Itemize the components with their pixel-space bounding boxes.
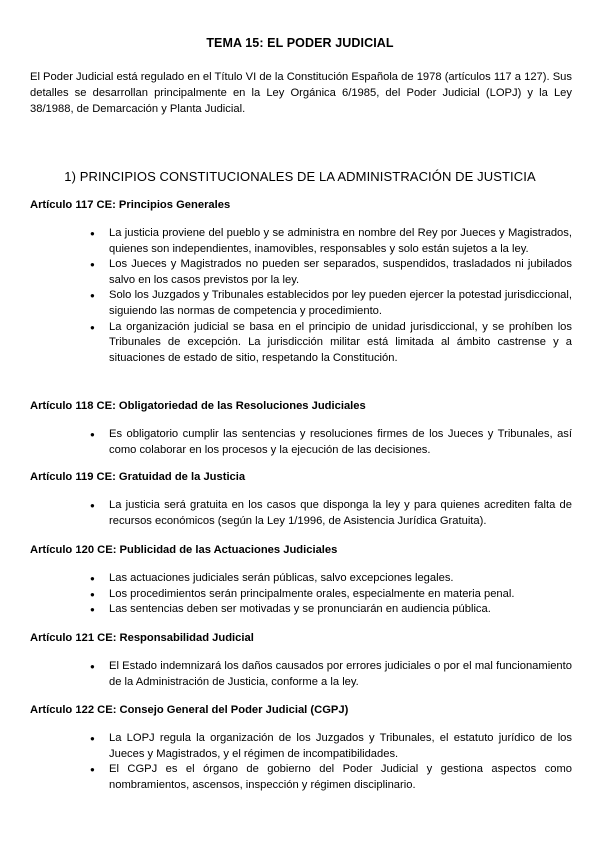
article-121-title: Artículo 121 CE: Responsabilidad Judicial xyxy=(30,632,254,644)
list-item: ● La justicia proviene del pueblo y se administra en nombre del Rey por Jueces y Magistrados, quienes son independientes, inamovibles, responsables y solo están sujetos a la ley. xyxy=(90,226,572,257)
list-item: ● Solo los Juzgados y Tribunales establecidos por ley pueden ejercer la potestad jurisdiccional, siguiendo las normas de competencia y procedimiento. xyxy=(90,288,572,319)
article-122-bullets xyxy=(90,731,572,793)
list-item: ● Las actuaciones judiciales serán públicas, salvo excepciones legales. xyxy=(90,571,572,587)
article-117-bullets xyxy=(90,226,572,366)
list-item: ● Los Jueces y Magistrados no pueden ser separados, suspendidos, trasladados ni jubilados salvo en los casos previstos por la ley. xyxy=(90,257,572,288)
section-heading: 1) PRINCIPIOS CONSTITUCIONALES DE LA ADMINISTRACIÓN DE JUSTICIA xyxy=(64,169,536,184)
article-118-title: Artículo 118 CE: Obligatoriedad de las Resoluciones Judiciales xyxy=(30,400,366,412)
article-120-title: Artículo 120 CE: Publicidad de las Actuaciones Judiciales xyxy=(30,544,338,556)
article-121-bullets xyxy=(90,659,572,690)
list-item: ● Las sentencias deben ser motivadas y se pronunciarán en audiencia pública. xyxy=(90,602,572,618)
list-item: ● La justicia será gratuita en los casos que disponga la ley y para quienes acrediten falta de recursos económicos (según la Ley 1/1996, de Asistencia Jurídica Gratuita). xyxy=(90,498,572,529)
list-item: ● La organización judicial se basa en el principio de unidad jurisdiccional, y se prohíben los Tribunales de excepción. La jurisdicción militar está limitada al ámbito castrense y a situaciones de estado de sitio, respetando la Constitución. xyxy=(90,320,572,367)
list-item: ● El Estado indemnizará los daños causados por errores judiciales o por el mal funcionamiento de la Administración de Justicia, conforme a la ley. xyxy=(90,659,572,690)
article-122-title: Artículo 122 CE: Consejo General del Poder Judicial (CGPJ) xyxy=(30,704,349,716)
list-item: ● La LOPJ regula la organización de los Juzgados y Tribunales, el estatuto jurídico de los Jueces y Magistrados, y el régimen de incompatibilidades. xyxy=(90,731,572,762)
article-119-bullets xyxy=(90,498,572,529)
intro-paragraph: El Poder Judicial está regulado en el Título VI de la Constitución Española de 1978 (artículos 117 a 127). Sus detalles se desarrollan principalmente en la Ley Orgánica 6/1985, del Poder Judicial (LOPJ) y la Ley 38/1988, de Demarcación y Planta Judicial. xyxy=(30,71,572,115)
article-117-title: Artículo 117 CE: Principios Generales xyxy=(30,199,231,211)
list-item: ● Es obligatorio cumplir las sentencias y resoluciones firmes de los Jueces y Tribunales, así como colaborar en los procesos y la ejecución de las decisiones. xyxy=(90,427,572,458)
article-119-title: Artículo 119 CE: Gratuidad de la Justicia xyxy=(30,471,246,483)
article-118-bullets xyxy=(90,427,572,458)
list-item: ● El CGPJ es el órgano de gobierno del Poder Judicial y gestiona aspectos como nombramientos, ascensos, inspección y régimen disciplinario. xyxy=(90,762,572,793)
list-item: ● Los procedimientos serán principalmente orales, especialmente en materia penal. xyxy=(90,587,572,603)
document-title: TEMA 15: EL PODER JUDICIAL xyxy=(206,36,394,50)
article-120-bullets xyxy=(90,571,572,618)
